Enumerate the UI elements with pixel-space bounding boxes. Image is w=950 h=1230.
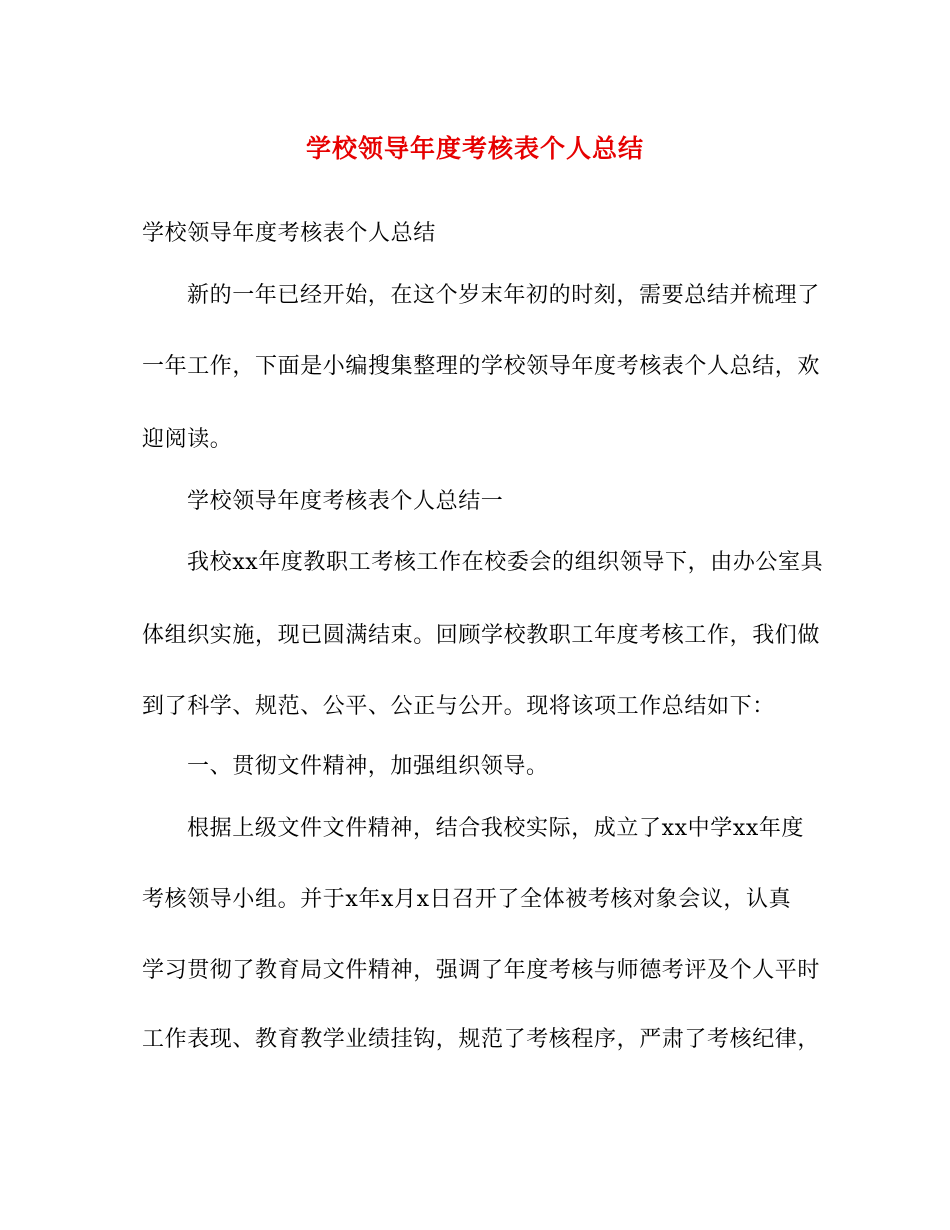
paragraph-line: 体组织实施，现已圆满结束。回顾学校教职工年度考核工作，我们做 xyxy=(142,623,821,648)
paragraph-line: 迎阅读。 xyxy=(142,427,233,452)
section-heading: 学校领导年度考核表个人总结一 xyxy=(187,489,504,514)
section-heading: 一、贯彻文件精神，加强组织领导。 xyxy=(187,754,549,779)
document-title: 学校领导年度考核表个人总结 xyxy=(305,134,644,163)
paragraph-line: 到了科学、规范、公平、公正与公开。现将该项工作总结如下： xyxy=(142,694,775,719)
paragraph-line: 学习贯彻了教育局文件精神，强调了年度考核与师德考评及个人平时 xyxy=(142,958,821,983)
paragraph-line: 根据上级文件文件精神，结合我校实际，成立了xx中学xx年度 xyxy=(187,816,805,841)
paragraph-line: 工作表现、教育教学业绩挂钩，规范了考核程序，严肃了考核纪律， xyxy=(142,1027,821,1052)
paragraph-line: 我校xx年度教职工考核工作在校委会的组织领导下，由办公室具 xyxy=(187,550,824,575)
document-subtitle: 学校领导年度考核表个人总结 xyxy=(142,221,436,246)
paragraph-line: 一年工作，下面是小编搜集整理的学校领导年度考核表个人总结，欢 xyxy=(142,354,821,379)
paragraph-line: 新的一年已经开始，在这个岁末年初的时刻，需要总结并梳理了 xyxy=(187,283,820,308)
paragraph-line: 考核领导小组。并于x年x月x日召开了全体被考核对象会议，认真 xyxy=(142,887,792,912)
